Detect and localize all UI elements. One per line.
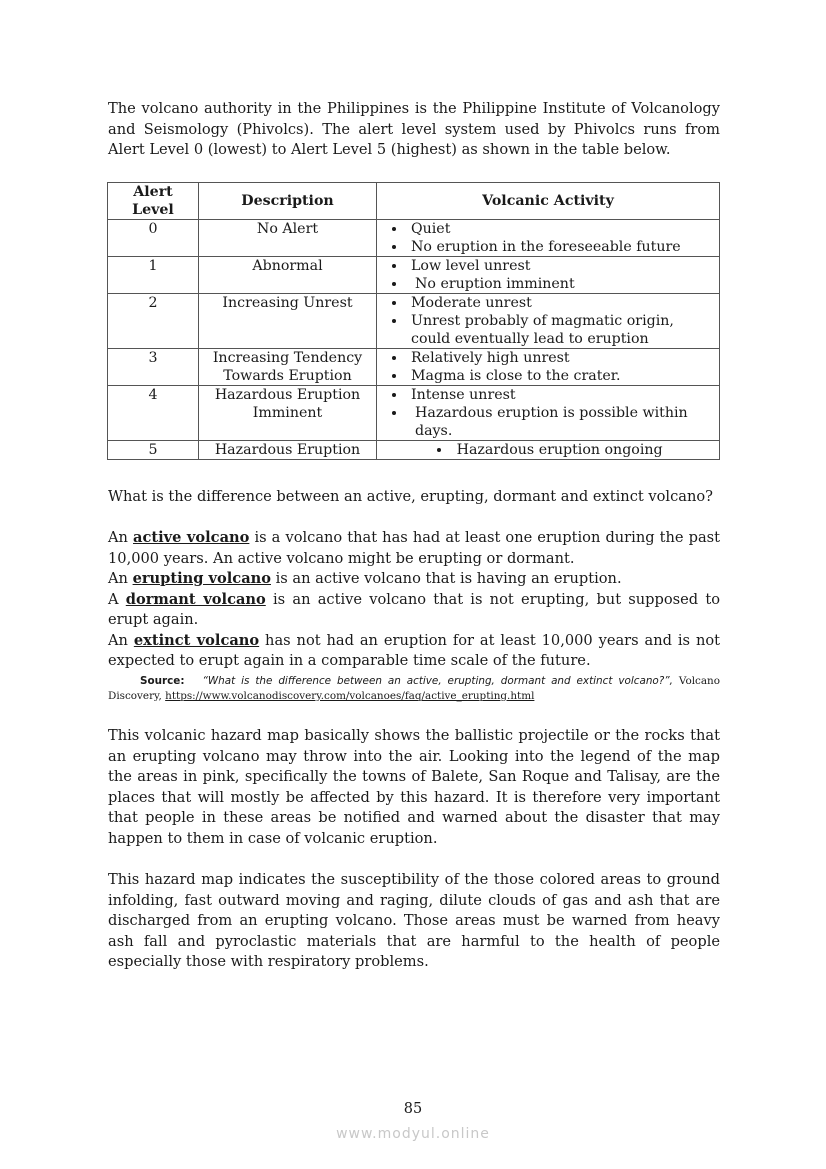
definition-text: is a volcano that has had at least one eruption during the past 10,000 years. An active volcano might be erupting or dormant. (108, 529, 721, 567)
page-number: 85 (403, 1101, 423, 1117)
definition-prefix: An (108, 631, 134, 649)
table-header-row (108, 183, 720, 220)
description-cell: Hazardous Eruption (199, 441, 377, 460)
activity-item: • Relatively high unrest (407, 349, 715, 367)
alert-level-table (107, 182, 720, 460)
activity-item: • Moderate unrest (407, 294, 715, 312)
alert-level-cell: 3 (108, 349, 199, 386)
activity-cell (377, 441, 720, 460)
description-cell: Increasing Tendency Towards Eruption (199, 349, 377, 386)
definition-erupting (108, 569, 720, 590)
description-cell: Hazardous Eruption Imminent (199, 386, 377, 441)
table-row (108, 257, 720, 294)
header-alert-level: Alert Level (108, 183, 199, 220)
source-label: Source: (140, 675, 185, 687)
table-row (108, 294, 720, 349)
definition-prefix: An (108, 529, 134, 546)
source-citation (108, 674, 720, 704)
description-cell: Increasing Unrest (199, 294, 377, 349)
definition-text: is an active volcano that is having an eruption. (271, 570, 622, 587)
source-title: “What is the difference between an active, erupting, dormant and extinct volcano?”, (202, 675, 673, 687)
activity-item: • Unrest probably of magmatic origin, could eventually lead to eruption (407, 312, 715, 348)
table-row (108, 441, 720, 460)
description-cell: No Alert (199, 220, 377, 257)
activity-cell (377, 386, 720, 441)
activity-cell (377, 294, 720, 349)
definition-text: is an active volcano that is not erupting, but supposed to erupt again. (108, 590, 720, 628)
header-description: Description (199, 183, 377, 220)
alert-level-cell: 1 (108, 257, 199, 294)
activity-item: • Intense unrest (407, 386, 715, 404)
activity-cell (377, 220, 720, 257)
definition-dormant (108, 590, 720, 631)
table-row (108, 349, 720, 386)
activity-item: • Hazardous eruption is possible within days. (407, 404, 715, 440)
definition-text: has not had an eruption for at least 10,000 years and is not expected to erupt again in a comparable time scale of the future. (108, 631, 720, 669)
definition-prefix: A (108, 590, 126, 608)
definition-extinct (108, 631, 720, 672)
definitions-block (108, 528, 720, 672)
table-row (108, 220, 720, 257)
term-erupting-volcano: erupting volcano (132, 570, 271, 587)
alert-level-cell: 0 (108, 220, 199, 257)
activity-item: • No eruption imminent (407, 275, 715, 293)
table-row (108, 386, 720, 441)
term-extinct-volcano: extinct volcano (133, 631, 260, 649)
activity-item: • Hazardous eruption ongoing (381, 441, 715, 459)
source-link[interactable]: https://www.volcanodiscovery.com/volcanoes/faq/active_erupting.html (165, 690, 535, 702)
ballistic-map-paragraph: This volcanic hazard map basically shows the ballistic projectile or the rocks that an erupting volcano may throw into the air. Looking into the legend of the map the areas in pink, specifically the towns of Balete, San Roque and Talisay, are the places that will mostly be affected by this hazard. It is therefore very important that people in these areas be notified and warned about the disaster that may happen to them in case of volcanic eruption. (108, 727, 720, 847)
alert-level-cell: 4 (108, 386, 199, 441)
question-text: What is the difference between an active, erupting, dormant and extinct volcano? (108, 488, 713, 505)
activity-cell (377, 349, 720, 386)
definition-prefix: An (108, 570, 133, 587)
activity-item: • Quiet (407, 220, 715, 238)
intro-paragraph: The volcano authority in the Philippines is the Philippine Institute of Volcanology and Seismology (Phivolcs). The alert level system used by Phivolcs runs from Alert Level 0 (lowest) to Alert Level 5 (highest) as shown in the table below. (108, 100, 720, 158)
activity-item: • Magma is close to the crater. (407, 367, 715, 385)
definition-active (108, 528, 720, 569)
activity-item: • Low level unrest (407, 257, 715, 275)
hazard-map-paragraph: This hazard map indicates the susceptibility of the those colored areas to ground infolding, fast outward moving and raging, dilute clouds of gas and ash that are discharged from an erupting volcano. Those areas must be warned from heavy ash fall and pyroclastic materials that are harmful to the health of people especially those with respiratory problems. (108, 871, 720, 970)
watermark: www.modyul.online (336, 1126, 490, 1142)
header-volcanic-activity: Volcanic Activity (377, 183, 720, 220)
source-publisher: Volcano Discovery, (108, 675, 720, 702)
alert-level-cell: 2 (108, 294, 199, 349)
description-cell: Abnormal (199, 257, 377, 294)
term-active-volcano: active volcano (133, 529, 250, 546)
term-dormant-volcano: dormant volcano (125, 590, 266, 608)
alert-level-cell: 5 (108, 441, 199, 460)
activity-item: • No eruption in the foreseeable future (407, 238, 715, 256)
activity-cell (377, 257, 720, 294)
